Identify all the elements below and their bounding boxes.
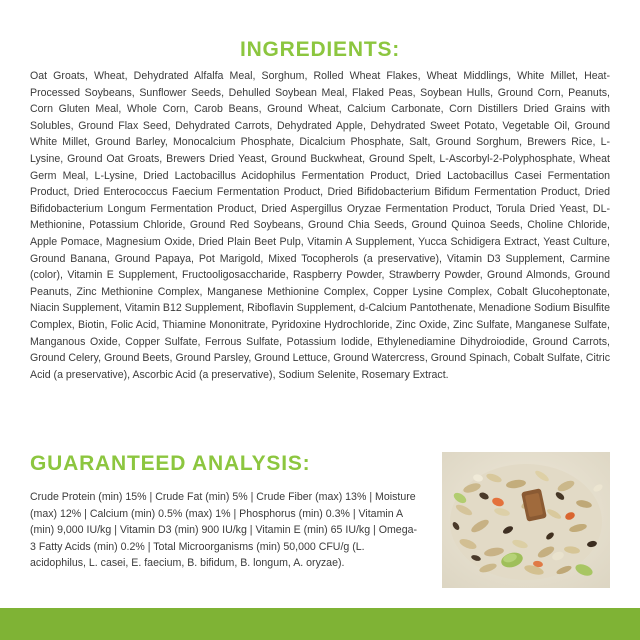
ingredients-text: Oat Groats, Wheat, Dehydrated Alfalfa Meal, Sorghum, Rolled Wheat Flakes, Wheat Middlings, White Millet, Heat-Processed Soybeans, Sunflower Seeds, Dehulled Soybean Meal, Flaked Peas, Soybean Hulls, Ground Corn, Peanuts, Corn Gluten Meal, Whole Corn, Carob Beans, Ground Wheat, Calcium Carbonate, Corn Distillers Dried Grains with Solubles, Ground Flax Seed, Dehydrated Carrots, Dehydrated Apple, Dehydrated Sweet Potato, Vegetable Oil, Ground White Millet, Ground Barley, Monocalcium Phosphate, Dicalcium Phosphate, Salt, Ground Sorghum, Brewers Rice, L-Lysine, Ground Oat Groats, Brewers Dried Yeast, Ground Buckwheat, Ground Spelt, L-Ascorbyl-2-Polyphosphate, Wheat Germ Meal, L-Lysine, Dried Lactobacillus Acidophilus Fermentation Product, Dried Lactobacillus Casei Fermentation Product, Dried Enterococcus Faecium Fermentation Product, Dried Bifidobacterium Bifidum Fermentation Product, Dried Bifidobacterium Longum Fermentation Product, Dried Aspergillus Oryzae Fermentation Product, Torula Dried Yeast, DL-Methionine, Potassium Chloride, Ground Red Soybeans, Ground Chia Seeds, Ground Quinoa Seeds, Choline Chloride, Apple Pomace, Magnesium Oxide, Dried Plain Beet Pulp, Vitamin A Supplement, Yucca Schidigera Extract, Yeast Culture, Ground Banana, Ground Papaya, Pot Marigold, Mixed Tocopherols (a preservative), Vitamin D3 Supplement, Carmine (color), Vitamin E Supplement, Fructooligosaccharide, Raspberry Powder, Strawberry Powder, Ground Almonds, Ground Peanuts, Zinc Methionine Complex, Manganese Methionine Complex, Copper Lysine Complex, Cobalt Glucoheptonate, Niacin Supplement, Vitamin B12 Supplement, Riboflavin Supplement, d-Calcium Pantothenate, Menadione Sodium Bisulfite Complex, Biotin, Folic Acid, Thiamine Mononitrate, Pyridoxine Hydrochloride, Zinc Oxide, Zinc Sulfate, Manganese Sulfate, Manganous Oxide, Copper Sulfate, Ferrous Sulfate, Potassium Iodide, Ethylenediamine Dihydroiodide, Ground Carrots, Ground Celery, Ground Beets, Ground Parsley, Ground Lettuce, Ground Watercress, Ground Spinach, Cobalt Sulfate, Citric Acid (a preservative), Ascorbic Acid (a preservative), Sodium Selenite, Rosemary Extract. (30, 70, 610, 381)
guaranteed-analysis-heading: GUARANTEED ANALYSIS: (30, 452, 311, 475)
guaranteed-analysis-text: Crude Protein (min) 15% | Crude Fat (min) 5% | Crude Fiber (max) 13% | Moisture (max) 12% | Calcium (min) 0.5% (max) 1% | Phosphorus (min) 0.3% | Vitamin A (min) 9,000 IU/kg | Vitamin D3 (min) 900 IU/kg | Vitamin E (min) 65 IU/kg | Omega-3 Fatty Acids (min) 0.2% | Total Microorganisms (min) 50,000 CFU/g (L. acidophilus, L. casei, E. faecium, B. bifidum, B. longum, A. oryzae). (30, 491, 418, 570)
product-food-mix-photo (442, 452, 610, 588)
ingredients-heading: INGREDIENTS: (239, 38, 401, 61)
footer-bar (0, 608, 640, 640)
